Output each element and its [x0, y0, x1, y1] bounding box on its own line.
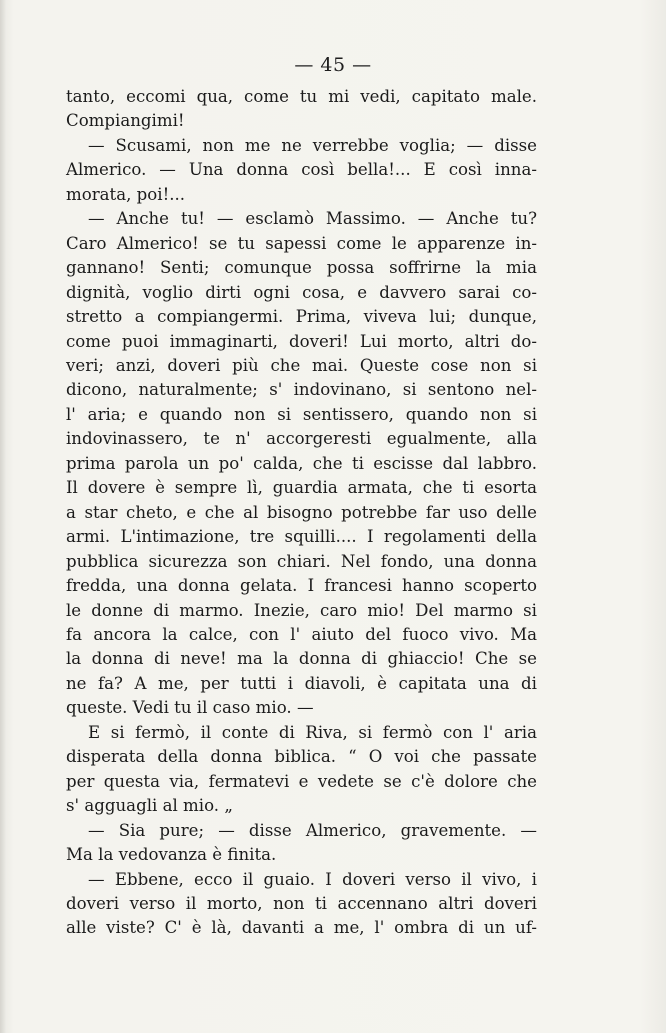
text-line: Ma la vedovanza è finita. — [66, 845, 277, 865]
text-line: morata, poi!... — [66, 184, 186, 204]
text-line: doveri verso il morto, non ti accennano altri doveri — [66, 893, 537, 913]
page-edge-shadow — [0, 0, 6, 1033]
text-line: — Ebbene, ecco il guaio. I doveri verso il vivo, i — [88, 869, 537, 889]
text-line: fredda, una donna gelata. I francesi hanno scoperto — [66, 576, 537, 596]
text-line: stretto a compiangermi. Prima, viveva lui; dunque, — [66, 307, 537, 327]
text-line: queste. Vedi tu il caso mio. — — [66, 698, 314, 718]
text-line: E si fermò, il conte di Riva, si fermò con l' aria — [88, 722, 537, 742]
body-text — [66, 85, 537, 941]
text-line: pubblica sicurezza son chiari. Nel fondo, una donna — [66, 551, 537, 571]
text-line: — Anche tu! — esclamò Massimo. — Anche tu? — [88, 209, 537, 229]
text-line: come puoi immaginarti, doveri! Lui morto, altri do- — [66, 331, 537, 351]
text-line: l' aria; e quando non si sentissero, quando non si — [66, 404, 537, 424]
text-line: Almerico. — Una donna così bella!... E così inna- — [66, 160, 537, 180]
text-line: s' agguagli al mio. „ — [66, 796, 233, 816]
text-line: veri; anzi, doveri più che mai. Queste cose non si — [66, 355, 537, 375]
text-line: — Sia pure; — disse Almerico, gravemente. — — [88, 820, 537, 840]
text-line: a star cheto, e che al bisogno potrebbe far uso delle — [66, 502, 537, 522]
text-line: dignità, voglio dirti ogni cosa, e davvero sarai co- — [66, 282, 537, 302]
page-number: — 45 — — [294, 54, 372, 76]
text-line: alle viste? C' è là, davanti a me, l' ombra di un uf- — [66, 918, 537, 938]
text-line: le donne di marmo. Inezie, caro mio! Del marmo si — [66, 600, 537, 620]
text-line: per questa via, fermatevi e vedete se c'è dolore che — [66, 771, 537, 791]
text-line: — Scusami, non me ne verrebbe voglia; — disse — [88, 135, 537, 155]
text-line: ne fa? A me, per tutti i diavoli, è capitata una di — [66, 673, 537, 693]
text-line: Compiangimi! — [66, 111, 185, 131]
text-line: tanto, eccomi qua, come tu mi vedi, capitato male. — [66, 87, 537, 106]
text-line: prima parola un po' calda, che ti escisse dal labbro. — [66, 453, 537, 473]
text-line: gannano! Senti; comunque possa soffrirne la mia — [66, 258, 537, 278]
text-line: Caro Almerico! se tu sapessi come le apparenze in- — [66, 233, 537, 253]
text-line: armi. L'intimazione, tre squilli.... I regolamenti della — [66, 527, 537, 547]
text-line: disperata della donna biblica. “ O voi che passate — [66, 747, 537, 767]
text-line: la donna di neve! ma la donna di ghiaccio! Che se — [66, 649, 537, 669]
text-line: dicono, naturalmente; s' indovinano, si sentono nel- — [66, 380, 537, 400]
text-line: indovinassero, te n' accorgeresti egualmente, alla — [66, 429, 537, 449]
text-line: fa ancora la calce, con l' aiuto del fuoco vivo. Ma — [66, 624, 537, 644]
text-line: Il dovere è sempre lì, guardia armata, che ti esorta — [66, 478, 537, 498]
